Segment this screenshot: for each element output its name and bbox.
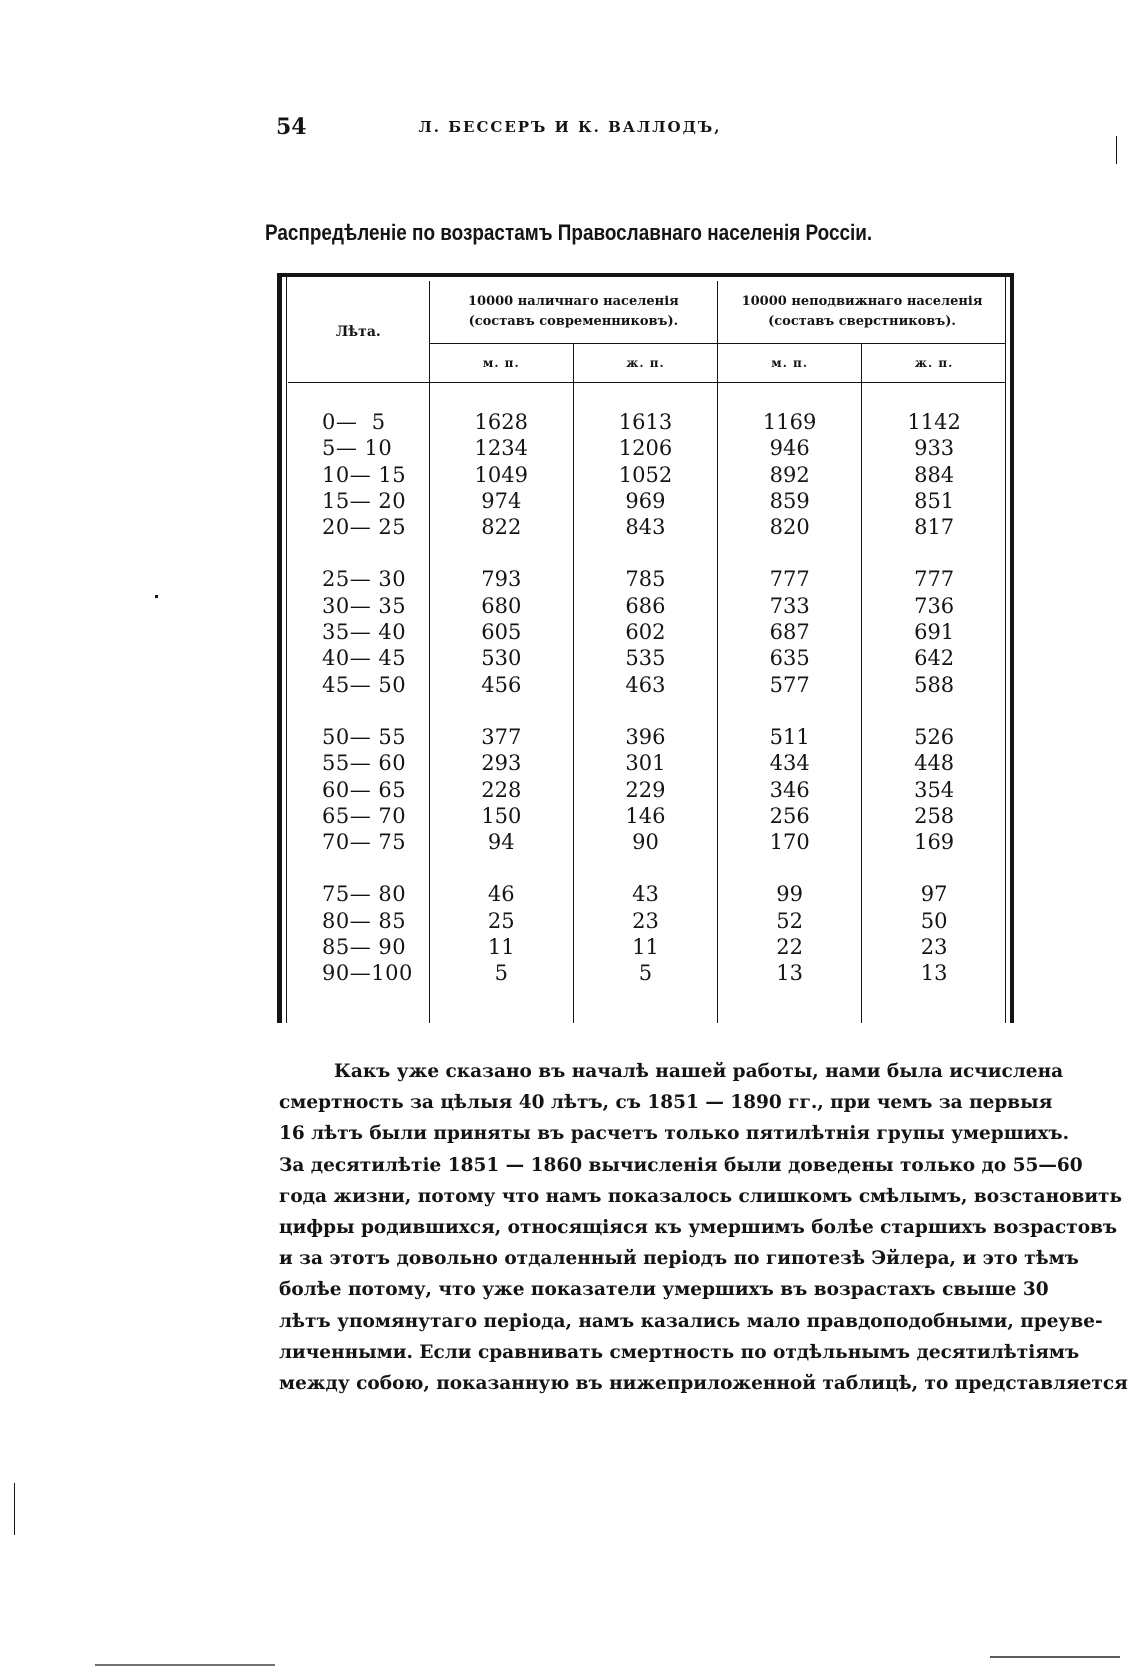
- table-row: [288, 540, 1006, 592]
- age-cell: 45— 50: [322, 672, 407, 697]
- table-bottom-padding: [288, 987, 1006, 1023]
- value-cell: 346: [718, 777, 862, 803]
- table-row: [288, 829, 1006, 855]
- value-cell: 11: [429, 934, 573, 960]
- value-cell: 635: [718, 645, 862, 671]
- value-cell: 456: [429, 672, 573, 698]
- value-cell: 13: [718, 960, 862, 986]
- value-cell: 11: [573, 934, 717, 960]
- table-title: Распредѣленіе по возрастамъ Православнаго населенія Россіи.: [265, 220, 873, 245]
- table-row: [288, 593, 1006, 619]
- table-row: [288, 645, 1006, 671]
- value-cell: 396: [573, 698, 717, 750]
- paragraph-line: года жизни, потому что намъ показалось слишкомъ смѣлымъ, возстановить: [279, 1185, 1123, 1207]
- age-cell: 30— 35: [322, 593, 407, 618]
- scan-artifact-dot: [155, 595, 158, 598]
- value-cell: 605: [429, 619, 573, 645]
- paragraph-line: За десятилѣтіе 1851 — 1860 вычисленія были доведены только до 55—60: [279, 1154, 1083, 1176]
- age-cell: 85— 90: [322, 935, 407, 960]
- table-row: [288, 908, 1006, 934]
- value-cell: 777: [862, 540, 1006, 592]
- age-cell: 50— 55: [322, 724, 407, 749]
- value-cell: 822: [429, 514, 573, 540]
- value-cell: 99: [718, 855, 862, 907]
- value-cell: 169: [862, 829, 1006, 855]
- value-cell: 859: [718, 488, 862, 514]
- value-cell: 25: [429, 908, 573, 934]
- group-header-current-line2: (составъ современниковъ).: [468, 314, 679, 329]
- table-row: [288, 934, 1006, 960]
- paragraph-line: Какъ уже сказано въ началѣ нашей работы, нами была исчислена: [334, 1061, 1064, 1082]
- value-cell: 1049: [429, 462, 573, 488]
- value-cell: 946: [718, 435, 862, 461]
- paragraph-line: 16 лѣтъ были приняты въ расчетъ только пятилѣтнія групы умершихъ.: [279, 1123, 1070, 1145]
- value-cell: 851: [862, 488, 1006, 514]
- table-row: [288, 960, 1006, 986]
- age-column-header: Лѣта.: [288, 281, 429, 383]
- age-cell: 40— 45: [322, 646, 407, 671]
- paragraph-line: цифры родившихся, относящіяся къ умершимъ болѣе старшихъ возрастовъ: [279, 1217, 1118, 1239]
- value-cell: 448: [862, 750, 1006, 776]
- group-header-stationary: [718, 281, 1006, 344]
- value-cell: 13: [862, 960, 1006, 986]
- value-cell: 23: [573, 908, 717, 934]
- body-paragraph: [279, 1056, 1128, 1399]
- value-cell: 377: [429, 698, 573, 750]
- value-cell: 43: [573, 855, 717, 907]
- scan-artifact-left-edge: [14, 1483, 15, 1535]
- value-cell: 933: [862, 435, 1006, 461]
- value-cell: 892: [718, 462, 862, 488]
- paragraph-line: лѣтъ упомянутаго періода, намъ казались мало правдоподобными, преуве-: [279, 1310, 1103, 1332]
- value-cell: 50: [862, 908, 1006, 934]
- value-cell: 843: [573, 514, 717, 540]
- value-cell: 817: [862, 514, 1006, 540]
- value-cell: 23: [862, 934, 1006, 960]
- age-cell: 25— 30: [322, 567, 407, 592]
- group-header-current-line1: 10000 наличнаго населенія: [468, 294, 679, 309]
- value-cell: 146: [573, 803, 717, 829]
- value-cell: 686: [573, 593, 717, 619]
- age-cell: 90—100: [322, 961, 413, 986]
- value-cell: 736: [862, 593, 1006, 619]
- running-head: Л. БЕССЕРЪ И К. ВАЛЛОДЪ,: [418, 118, 722, 136]
- age-cell: 60— 65: [322, 777, 407, 802]
- age-cell: 65— 70: [322, 803, 407, 828]
- paragraph-line: между собою, показанную въ нижеприложенной таблицѣ, то представляется: [279, 1373, 1128, 1395]
- value-cell: 301: [573, 750, 717, 776]
- value-cell: 820: [718, 514, 862, 540]
- value-cell: 577: [718, 672, 862, 698]
- value-cell: 5: [573, 960, 717, 986]
- value-cell: 969: [573, 488, 717, 514]
- page-header: [0, 114, 1140, 144]
- table-body: [288, 383, 1006, 1023]
- value-cell: 535: [573, 645, 717, 671]
- table-row: [288, 672, 1006, 698]
- value-cell: 687: [718, 619, 862, 645]
- value-cell: 354: [862, 777, 1006, 803]
- value-cell: 22: [718, 934, 862, 960]
- age-cell: 10— 15: [322, 462, 407, 487]
- table-row: [288, 435, 1006, 461]
- value-cell: 258: [862, 803, 1006, 829]
- value-cell: 434: [718, 750, 862, 776]
- table-row: [288, 803, 1006, 829]
- value-cell: 588: [862, 672, 1006, 698]
- group-header-stationary-line1: 10000 неподвижнаго населенія: [741, 294, 983, 309]
- age-cell: 0— 5: [322, 410, 386, 434]
- value-cell: 463: [573, 672, 717, 698]
- table-row: [288, 488, 1006, 514]
- value-cell: 170: [718, 829, 862, 855]
- group-header-current: [429, 281, 717, 344]
- value-cell: 642: [862, 645, 1006, 671]
- value-cell: 1628: [429, 383, 573, 436]
- scan-artifact-bottom-line: [95, 1664, 275, 1666]
- population-table-frame: [277, 273, 1014, 1023]
- value-cell: 680: [429, 593, 573, 619]
- value-cell: 90: [573, 829, 717, 855]
- table-row: [288, 619, 1006, 645]
- table-row: [288, 514, 1006, 540]
- age-cell: 20— 25: [322, 515, 407, 540]
- value-cell: 1613: [573, 383, 717, 436]
- value-cell: 691: [862, 619, 1006, 645]
- value-cell: 1052: [573, 462, 717, 488]
- value-cell: 256: [718, 803, 862, 829]
- value-cell: 46: [429, 855, 573, 907]
- population-table: [288, 281, 1006, 1023]
- sub-header-female-2: ж. п.: [862, 344, 1006, 383]
- value-cell: 602: [573, 619, 717, 645]
- scan-artifact-bottom-line: [990, 1656, 1120, 1658]
- value-cell: 5: [429, 960, 573, 986]
- sub-header-male-2: м. п.: [718, 344, 862, 383]
- age-cell: 5— 10: [322, 436, 393, 461]
- value-cell: 785: [573, 540, 717, 592]
- value-cell: 293: [429, 750, 573, 776]
- scan-artifact-right-edge: [1116, 136, 1117, 164]
- value-cell: 1206: [573, 435, 717, 461]
- table-row: [288, 383, 1006, 436]
- age-cell: 70— 75: [322, 830, 407, 855]
- value-cell: 884: [862, 462, 1006, 488]
- value-cell: 229: [573, 777, 717, 803]
- value-cell: 1142: [862, 383, 1006, 436]
- value-cell: 526: [862, 698, 1006, 750]
- age-cell: 15— 20: [322, 488, 407, 513]
- sub-header-male-1: м. п.: [429, 344, 573, 383]
- table-row: [288, 855, 1006, 907]
- table-row: [288, 462, 1006, 488]
- age-cell: 55— 60: [322, 751, 407, 776]
- age-cell: 75— 80: [322, 882, 407, 907]
- value-cell: 1234: [429, 435, 573, 461]
- value-cell: 733: [718, 593, 862, 619]
- value-cell: 793: [429, 540, 573, 592]
- paragraph-line: смертность за цѣлыя 40 лѣтъ, съ 1851 — 1890 гг., при чемъ за первыя: [279, 1092, 1053, 1114]
- table-row: [288, 698, 1006, 750]
- value-cell: 1169: [718, 383, 862, 436]
- value-cell: 150: [429, 803, 573, 829]
- value-cell: 94: [429, 829, 573, 855]
- value-cell: 52: [718, 908, 862, 934]
- value-cell: 228: [429, 777, 573, 803]
- value-cell: 511: [718, 698, 862, 750]
- table-row: [288, 777, 1006, 803]
- age-cell: 80— 85: [322, 908, 407, 933]
- page-number: 54: [276, 114, 307, 140]
- value-cell: 974: [429, 488, 573, 514]
- value-cell: 530: [429, 645, 573, 671]
- paragraph-line: и за этотъ довольно отдаленный періодъ по гипотезѣ Эйлера, и это тѣмъ: [279, 1248, 1079, 1270]
- table-row: [288, 750, 1006, 776]
- value-cell: 777: [718, 540, 862, 592]
- sub-header-female-1: ж. п.: [573, 344, 717, 383]
- group-header-stationary-line2: (составъ сверстниковъ).: [768, 314, 956, 329]
- paragraph-line: личенными. Если сравнивать смертность по отдѣльнымъ десятилѣтіямъ: [279, 1341, 1080, 1363]
- value-cell: 97: [862, 855, 1006, 907]
- paragraph-line: болѣе потому, что уже показатели умершихъ въ возрастахъ свыше 30: [279, 1279, 1049, 1301]
- age-cell: 35— 40: [322, 620, 407, 645]
